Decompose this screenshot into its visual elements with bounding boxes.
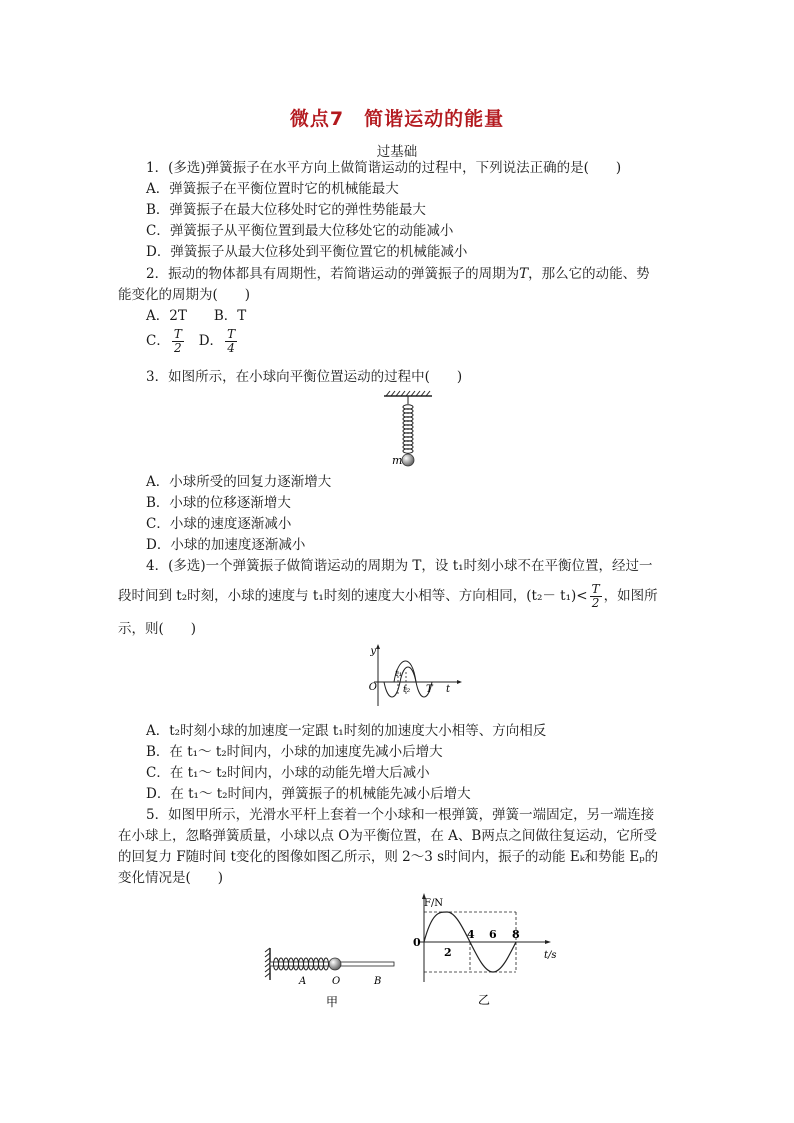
sliding-ball xyxy=(329,958,341,970)
q4-stem-line2 xyxy=(118,580,658,612)
q4-stem-line2-part2: ，如图所 xyxy=(603,588,658,604)
page-title: 微点7 简谐运动的能量 xyxy=(289,108,505,130)
q2-options-cd xyxy=(146,327,239,355)
fraction-numerator: T xyxy=(227,327,236,341)
q2-stem-line2: 能变化的周期为( ) xyxy=(118,287,251,303)
q5-stem-line4: 变化情况是( ) xyxy=(118,870,224,886)
q2-stem-part1: 2．振动的物体都具有周期性，若简谐运动的弹簧振子的周期为 xyxy=(146,266,520,282)
q4-option-a: A．t₂时刻小球的加速度一定跟 t₁时刻的加速度大小相等、方向相反 xyxy=(146,723,547,739)
q1-option-a: A．弹簧振子在平衡位置时它的机械能最大 xyxy=(146,181,399,197)
fraction-numerator: T xyxy=(173,327,182,341)
fraction-denominator: 2 xyxy=(591,596,600,610)
q4-stem-line2-part1: 段时间到 t₂时刻，小球的速度与 t₁时刻的速度大小相等、方向相同，(t₂－ t₁)< xyxy=(118,588,588,604)
ball-mass xyxy=(402,454,414,466)
q5-stem-line2: 在小球上，忽略弹簧质量，小球以点 O为平衡位置，在 A、B两点之间做往复运动，它所受 xyxy=(118,828,657,844)
q3-option-c: C．小球的速度逐渐减小 xyxy=(146,516,292,532)
graph-period-label: T xyxy=(426,684,433,695)
graph-t2-label: t₂ xyxy=(403,685,411,695)
axis-t-label: t/s xyxy=(544,950,557,961)
fraction-numerator: T xyxy=(591,582,600,596)
mass-label: m xyxy=(392,454,403,467)
q2-option-d-label: D． xyxy=(198,333,224,349)
q4-option-d: D．在 t₁～ t₂时间内，弹簧振子的机械能先减小后增大 xyxy=(146,786,471,802)
q1-option-c: C．弹簧振子从平衡位置到最大位移处它的动能减小 xyxy=(146,223,454,239)
graph-t-label: t xyxy=(446,684,451,695)
q1-stem: 1．(多选)弹簧振子在水平方向上做简谐运动的过程中，下列说法正确的是( ) xyxy=(146,160,622,176)
q2-options-ab: A．2T B．T xyxy=(146,308,247,324)
q2-option-d-fraction xyxy=(225,328,237,355)
figure-yi-caption: 乙 xyxy=(478,993,491,1007)
q2-option-c-label: C． xyxy=(146,333,170,349)
q1-option-b: B．弹簧振子在最大位移处时它的弹性势能最大 xyxy=(146,202,426,218)
q3-stem: 3．如图所示，在小球向平衡位置运动的过程中( ) xyxy=(146,369,463,385)
q3-option-b: B．小球的位移逐渐增大 xyxy=(146,495,291,511)
q1-option-d: D．弹簧振子从最大位移处到平衡位置它的机械能减小 xyxy=(146,244,468,260)
q5-stem-line3: 的回复力 F随时间 t变化的图像如图乙所示，则 2～3 s时间内，振子的动能 Eₖ和势能 Eₚ的 xyxy=(118,849,659,865)
graph-origin-label: O xyxy=(368,682,377,693)
fraction-denominator: 2 xyxy=(174,341,182,355)
tick-8: 8 xyxy=(512,928,520,941)
tick-0: 0 xyxy=(413,936,421,949)
q4-stem-line3: 示，则( ) xyxy=(118,621,197,637)
tick-2: 2 xyxy=(444,946,452,959)
section-heading: 过基础 xyxy=(376,144,418,160)
q2-period-symbol: T xyxy=(519,266,529,282)
axis-f-label: F/N xyxy=(424,898,444,909)
q4-half-period-fraction xyxy=(590,583,602,610)
q2-stem-line1 xyxy=(146,266,650,282)
figure-jia-caption: 甲 xyxy=(326,995,339,1009)
graph-t1-label: t₁ xyxy=(395,669,403,679)
point-b-label: B xyxy=(374,976,382,987)
tick-4: 4 xyxy=(467,928,475,941)
q2-stem-part2: ，那么它的动能、势 xyxy=(528,266,650,282)
q4-option-c: C．在 t₁～ t₂时间内，小球的动能先增大后减小 xyxy=(146,765,430,781)
q2-option-c-fraction xyxy=(172,328,184,355)
point-o-label: O xyxy=(332,976,341,987)
q4-option-b: B．在 t₁～ t₂时间内，小球的加速度先减小后增大 xyxy=(146,744,443,760)
q4-stem-line1: 4．(多选)一个弹簧振子做简谐运动的周期为 T，设 t₁时刻小球不在平衡位置，经过一 xyxy=(146,558,653,574)
sine-wave-graph xyxy=(368,642,468,710)
fraction-denominator: 4 xyxy=(227,341,235,355)
hanging-spring-figure xyxy=(370,390,460,468)
q3-option-d: D．小球的加速度逐渐减小 xyxy=(146,537,306,553)
tick-6: 6 xyxy=(489,928,497,941)
graph-y-label: y xyxy=(370,646,376,657)
horizontal-spring-figure xyxy=(262,940,402,1010)
q5-stem-line1: 5．如图甲所示，光滑水平杆上套着一个小球和一根弹簧，弹簧一端固定，另一端连接 xyxy=(146,807,655,823)
force-time-graph xyxy=(398,890,563,1008)
point-a-label: A xyxy=(299,976,307,987)
q3-option-a: A．小球所受的回复力逐渐增大 xyxy=(146,474,332,490)
